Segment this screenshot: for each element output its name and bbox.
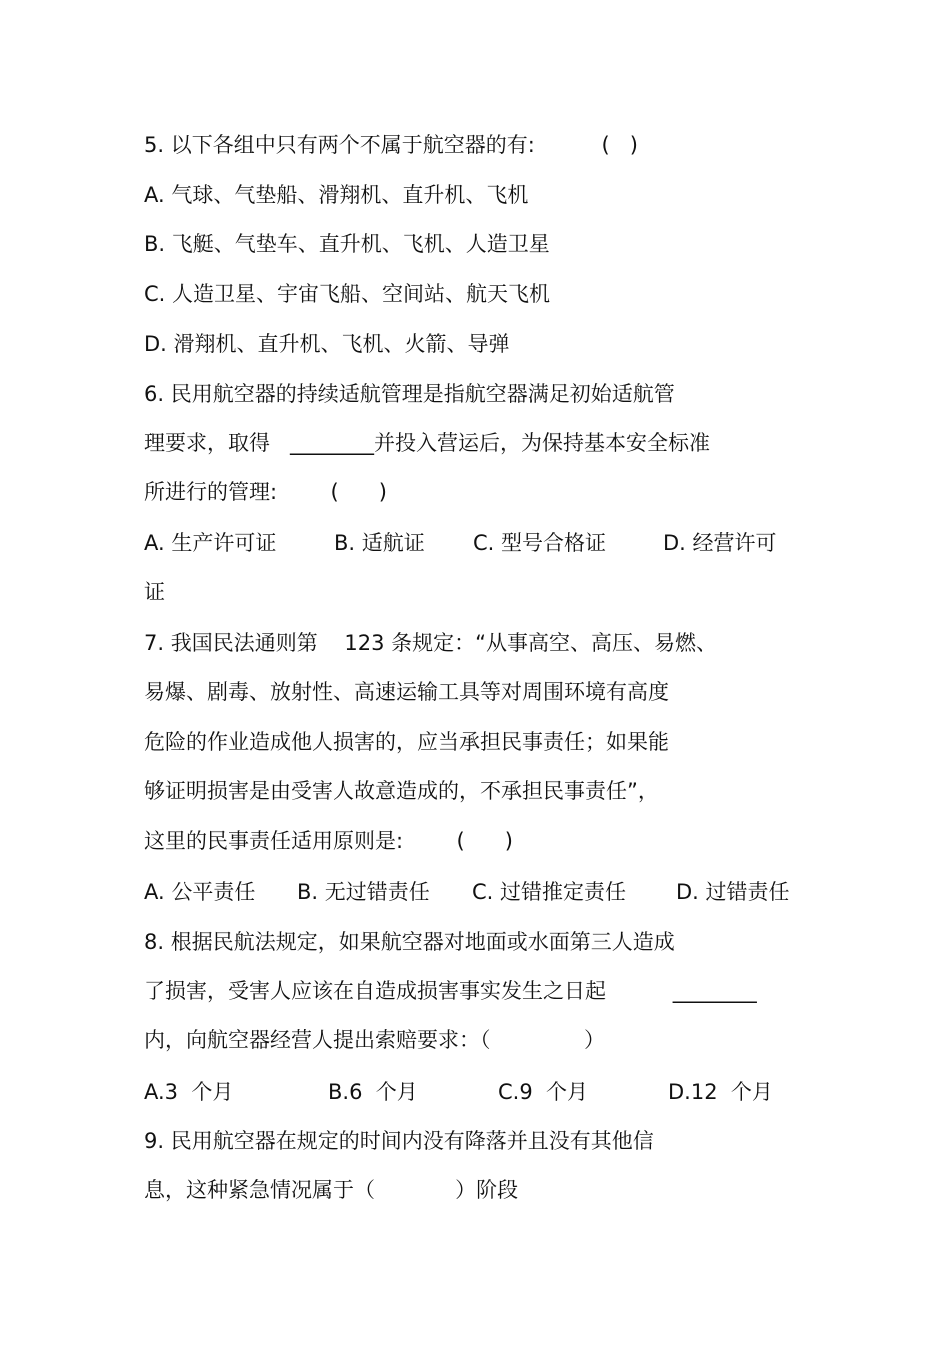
question-7-option-c: C. 过错推定责任 [472, 880, 627, 904]
question-8-option-c: C.9 个月 [498, 1080, 589, 1104]
question-7-stem-line-5: 这里的民事责任适用原则是: ( ) [144, 829, 513, 853]
question-5-option-d: D. 滑翔机、直升机、飞机、火箭、导弹 [144, 332, 510, 356]
question-6-option-b: B. 适航证 [334, 531, 425, 555]
question-8-option-a: A.3 个月 [144, 1080, 234, 1104]
question-8-option-b: B.6 个月 [328, 1080, 418, 1104]
question-7-stem-line-1: 7. 我国民法通则第 123 条规定：“从事高空、高压、易燃、 [144, 631, 718, 655]
question-5-option-b: B. 飞艇、气垫车、直升机、飞机、人造卫星 [144, 232, 550, 256]
question-7-option-a: A. 公平责任 [144, 880, 256, 904]
question-7-option-d: D. 过错责任 [676, 880, 790, 904]
question-6-stem-line-3: 所进行的管理: ( ) [144, 480, 387, 504]
question-8-stem-line-3: 内，向航空器经营人提出索赔要求：（ ） [144, 1028, 605, 1052]
question-6-stem-line-1: 6. 民用航空器的持续适航管理是指航空器满足初始适航管 [144, 382, 675, 406]
question-7-stem-line-3: 危险的作业造成他人损害的，应当承担民事责任；如果能 [144, 730, 669, 754]
question-7-stem-line-4: 够证明损害是由受害人故意造成的，不承担民事责任”， [144, 779, 659, 803]
question-8-option-d: D.12 个月 [668, 1080, 773, 1104]
question-5-stem: 5. 以下各组中只有两个不属于航空器的有: ( ) [144, 133, 638, 157]
question-8-stem-line-2: 了损害，受害人应该在自造成损害事实发生之日起 ________ [144, 979, 757, 1003]
question-6-option-c: C. 型号合格证 [473, 531, 607, 555]
question-6-stem-line-2: 理要求，取得 ________并投入营运后，为保持基本安全标准 [144, 431, 711, 455]
question-7-stem-line-2: 易爆、剧毒、放射性、高速运输工具等对周围环境有高度 [144, 680, 669, 704]
question-8-stem-line-1: 8. 根据民航法规定，如果航空器对地面或水面第三人造成 [144, 930, 675, 954]
question-5-option-a: A. 气球、气垫船、滑翔机、直升机、飞机 [144, 183, 529, 207]
question-9-stem-line-2: 息，这种紧急情况属于（ ）阶段 [144, 1178, 519, 1202]
question-6-option-a: A. 生产许可证 [144, 531, 277, 555]
question-7-option-b: B. 无过错责任 [297, 880, 430, 904]
question-6-option-d: D. 经营许可 [663, 531, 777, 555]
question-9-stem-line-1: 9. 民用航空器在规定的时间内没有降落并且没有其他信 [144, 1129, 654, 1153]
question-5-option-c: C. 人造卫星、宇宙飞船、空间站、航天飞机 [144, 282, 551, 306]
question-6-option-d-wrap: 证 [144, 580, 165, 604]
